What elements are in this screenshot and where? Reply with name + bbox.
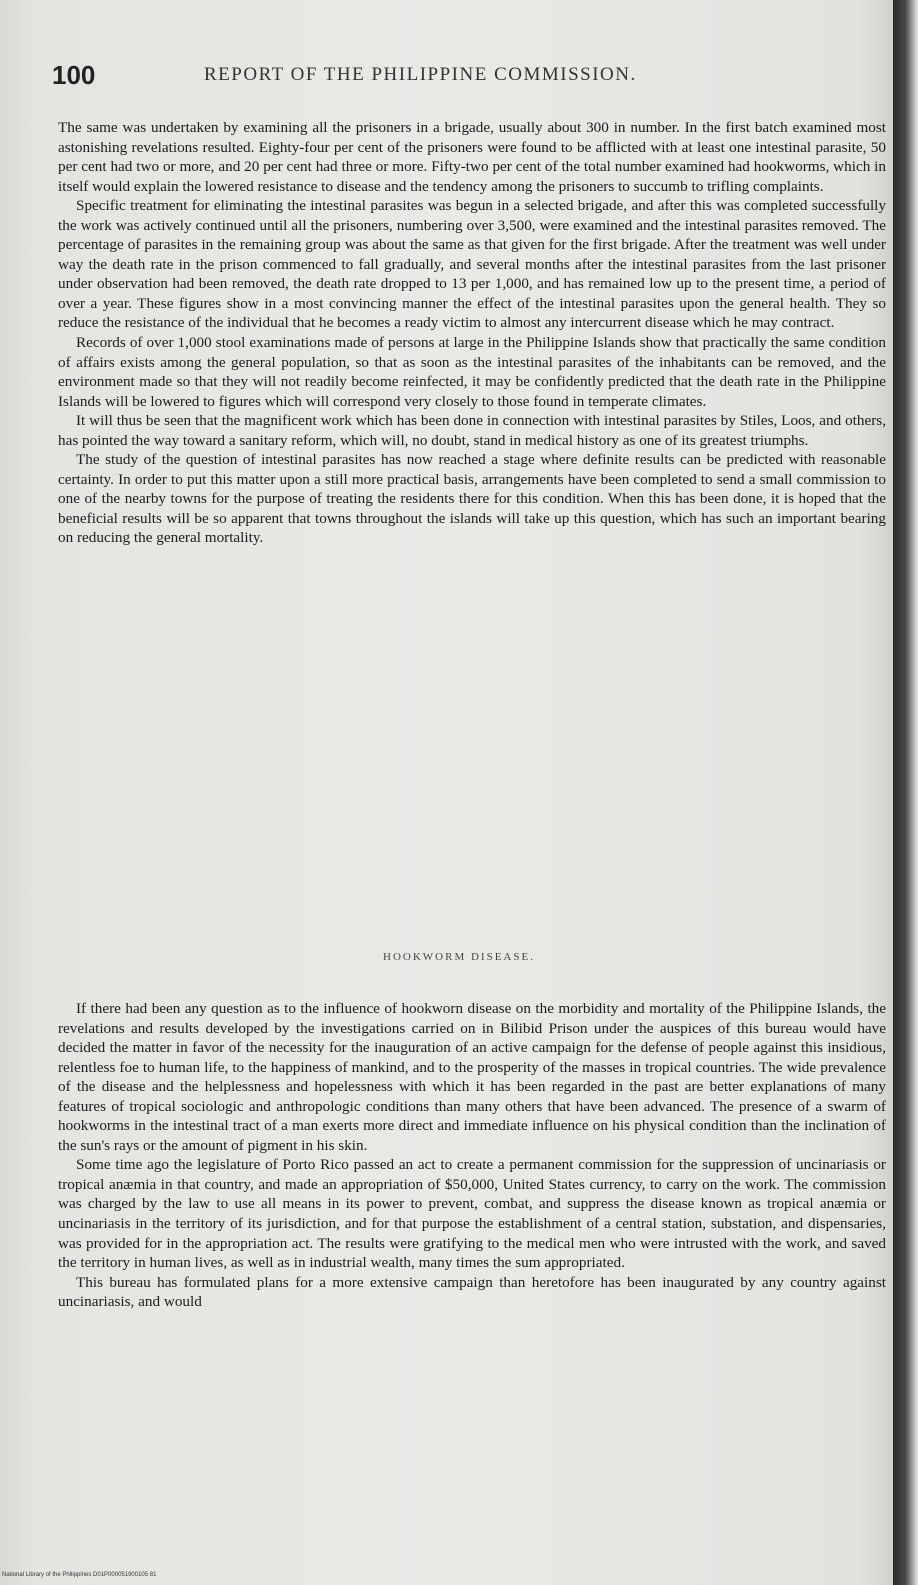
paragraph: This bureau has formulated plans for a more extensive campaign than heretofore has been inaugurated by any country against uncinariasis, and would	[58, 1273, 886, 1311]
running-head: REPORT OF THE PHILIPPINE COMMISSION.	[204, 64, 637, 85]
paragraph: Some time ago the legislature of Porto Rico passed an act to create a permanent commission for the suppression of uncinariasis or tropical anæmia in that country, and made an appropriation of $50,000, United States currency, to carry on the work. The commission was charged by the law to use all means in its power to prevent, combat, and suppress the disease known as tropical anæmia or uncinariasis in the territory of its jurisdiction, and for that purpose the establishment of a central station, substation, and dispensaries, was provided for in the appropriation act. The results were gratifying to the medical men who were intrusted with the work, and saved the territory in human lives, as well as in industrial wealth, many times the sum appropriated.	[58, 1156, 886, 1272]
scan-edge-shadow	[893, 0, 918, 1585]
scan-footer: National Library of the Philippines D01P000051900105 81	[2, 1572, 157, 1578]
paragraph: Records of over 1,000 stool examinations made of persons at large in the Philippine Islands show that practically the same condition of affairs exists among the general population, so that as soon as the intestinal parasites of the inhabitants can be removed, and the environment made so that they will not readily become reinfected, it may be confidently predicted that the death rate in the Philippine Islands will be lowered to figures which will correspond very closely to those found in temperate climates.	[58, 334, 886, 410]
paragraph: The same was undertaken by examining all the prisoners in a brigade, usually about 300 in number. In the first batch examined most astonishing revelations resulted. Eighty-four per cent of the prisoners were found to be afflicted with at least one intestinal parasite, 50 per cent had two or more, and 20 per cent had three or more. Fifty-two per cent of the total number examined had hookworms, which in itself would explain the lowered resistance to disease and the tendency among the prisoners to succumb to trifling complaints.	[58, 119, 886, 195]
body-text-bottom	[58, 999, 886, 1312]
paragraph: Specific treatment for eliminating the intestinal parasites was begun in a selected brigade, and after this was completed successfully the work was actively continued until all the prisoners, numbering over 3,500, were examined and the intestinal parasites removed. The percentage of parasites in the remaining group was about the same as that given for the first brigade. After the treatment was well under way the death rate in the prison commenced to fall gradually, and several months after the intestinal parasites from the last prisoner under observation had been removed, the death rate dropped to 13 per 1,000, and has remained low up to the present time, a period of over a year. These figures show in a most convincing manner the effect of the intestinal parasites upon the general health. They so reduce the resistance of the individual that he becomes a ready victim to almost any intercurrent disease which he may contract.	[58, 197, 886, 332]
paragraph: If there had been any question as to the influence of hookworn disease on the morbidity and mortality of the Philippine Islands, the revelations and results developed by the investigations carried on in Bilibid Prison under the auspices of this bureau would have decided the matter in favor of the necessity for the inauguration of an active campaign for the defense of people against this insidious, relentless foe to human life, to the happiness of mankind, and to the prosperity of the masses in tropical countries. The wide prevalence of the disease and the helplessness and hopelessness with which it has been regarded in the past are better explanations of many features of tropical sociologic and anthropologic conditions than many others that have been advanced. The presence of a swarm of hookworms in the intestinal tract of a man exerts more direct and immediate influence on his physical condition than the inclination of the sun's rays or the amount of pigment in his skin.	[58, 1000, 886, 1154]
page-number: 100	[52, 60, 96, 90]
paragraph: The study of the question of intestinal parasites has now reached a stage where definite results can be predicted with reasonable certainty. In order to put this matter upon a still more practical basis, arrangements have been completed to send a small commission to one of the nearby towns for the purpose of treating the residents there for this condition. When this has been done, it is hoped that the beneficial results will be so apparent that towns throughout the islands will take up this question, which has such an important bearing on reducing the general mortality.	[58, 451, 886, 547]
body-text-top	[58, 118, 886, 548]
page-header	[52, 60, 892, 100]
paragraph: It will thus be seen that the magnificent work which has been done in connection with intestinal parasites by Stiles, Loos, and others, has pointed the way toward a sanitary reform, which will, no doubt, stand in medical history as one of its greatest triumphs.	[58, 412, 886, 449]
section-heading: HOOKWORM DISEASE.	[383, 951, 535, 963]
